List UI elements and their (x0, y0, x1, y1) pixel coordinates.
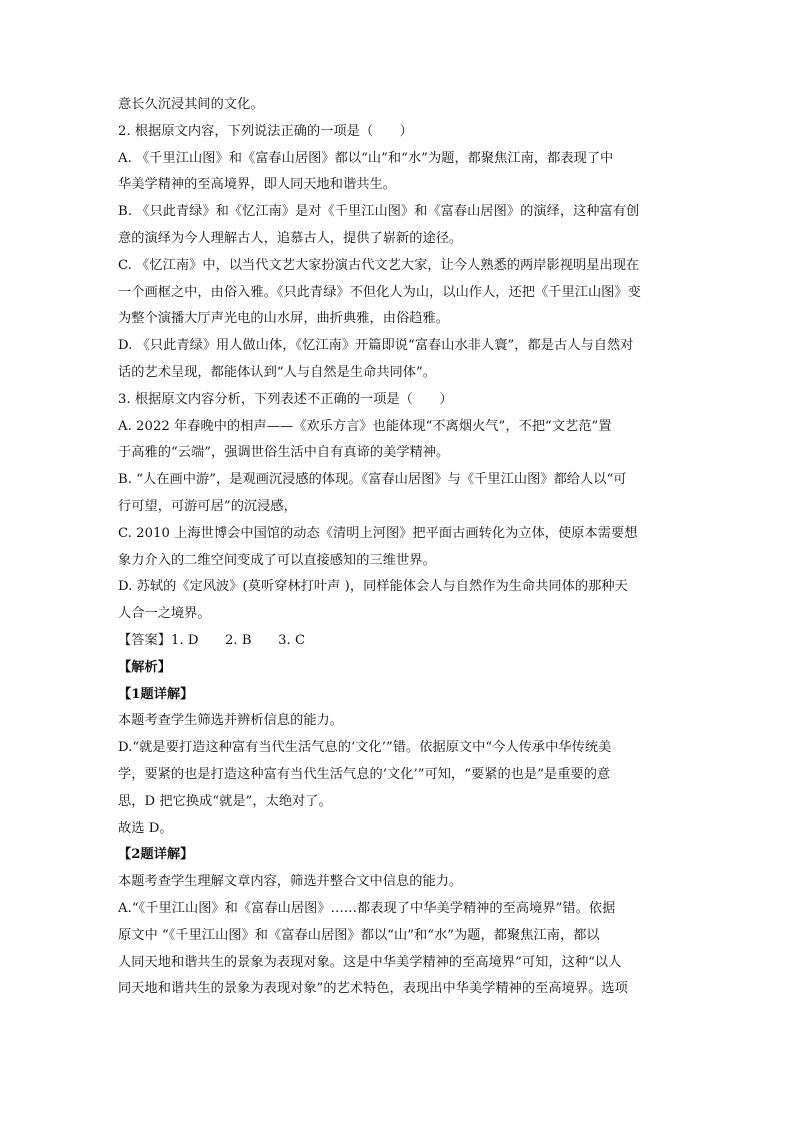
text-line: 一个画框之中，由俗入雅。《只此青绿》不但化人为山，以山作人，还把《千里江山图》变 (118, 284, 641, 300)
text-line: 话的艺术呈现，都能体认到“人与自然是生命共同体”。 (118, 365, 437, 380)
text-line: C. 2010 上海世博会中国馆的动态《清明上河图》把平面古画转化为立体，使原本需要想 (118, 525, 638, 541)
text-line: A. 《千里江山图》和《富春山居图》都以“山”和“水”为题，都聚焦江南，都表现了中 (118, 150, 614, 166)
text-line: B. “人在画中游”，是观画沉浸感的体现。《富春山居图》与《千里江山图》都给人以“可 (118, 472, 627, 488)
section-heading: 【2题详解】 (118, 847, 194, 863)
text-line: 同天地和谐共生的景象为表现对象”的艺术特色，表现出中华美学精神的至高境界。选项 (118, 981, 628, 997)
text-line: 原文中 “《千里江山图》和《富春山居图》都以“山”和“水”为题，都聚焦江南，都以 (118, 927, 600, 943)
text-line: 为整个演播大厅声光电的山水屏，曲折典雅，由俗趋雅。 (118, 311, 449, 327)
section-heading: 【1题详解】 (118, 686, 194, 702)
text-line: 行可望，可游可居”的沉浸感， (118, 499, 297, 514)
text-line: C. 《忆江南》中，以当代文艺大家扮演古代文艺大家，让今人熟悉的两岸影视明星出现在 (118, 257, 640, 273)
text-line: 思，D 把它换成“就是”，太绝对了。 (118, 793, 332, 809)
text-line: B. 《只此青绿》和《忆江南》是对《千里江山图》和《富春山居图》的演绎，这种富有创 (118, 204, 640, 220)
text-line: 本题考查学生理解文章内容，筛选并整合文中信息的能力。 (118, 874, 463, 890)
text-line: 本题考查学生筛选并辨析信息的能力。 (118, 713, 344, 729)
text-line: 意长久沉浸其间的文化。 (118, 97, 264, 112)
text-line: 象力介入的二维空间变成了可以直接感知的三维世界。 (118, 552, 436, 568)
text-line: 2. 根据原文内容，下列说法正确的一项是（ ） (118, 123, 413, 139)
text-line: D.“就是要打造这种富有当代生活气息的‘文化’”错。依据原文中“今人传承中华传统美 (118, 740, 612, 756)
text-line: 【答案】1. D 2. B 3. C (118, 633, 306, 648)
text-line: 人同天地和谐共生的景象为表现对象。这是中华美学精神的至高境界”可知，这种“以人 (118, 954, 622, 970)
text-line: 于高雅的“云端”，强调世俗生活中自有真谛的美学精神。 (118, 445, 450, 461)
text-line: D. 苏轼的《定风波》(莫听穿林打叶声 )，同样能体会人与自然作为生命共同体的那种天 (118, 579, 628, 595)
text-line: 故选 D。 (118, 820, 173, 836)
section-heading: 【解析】 (118, 659, 171, 675)
text-line: A. 2022 年春晚中的相声——《欢乐方言》也能体现“不离烟火气”，不把“文艺范”置 (118, 418, 612, 434)
text-line: 人合一之境界。 (118, 606, 211, 622)
text-line: 3. 根据原文内容分析，下列表述不正确的一项是（ ） (118, 391, 453, 407)
text-line: 意的演绎为今人理解古人，追慕古人，提供了崭新的途径。 (118, 231, 463, 246)
text-line: D. 《只此青绿》用人做山体，《忆江南》开篇即说“富春山水非人寰”，都是古人与自然对 (118, 338, 634, 354)
text-line: A.“《千里江山图》和《富春山居图》……都表现了中华美学精神的至高境界”错。依据 (118, 901, 616, 916)
text-line: 华美学精神的至高境界，即人同天地和谐共生。 (118, 177, 396, 193)
text-line: 学，要紧的也是打造这种富有当代生活气息的‘文化’”可知，“要紧的也是”是重要的意 (118, 767, 611, 782)
